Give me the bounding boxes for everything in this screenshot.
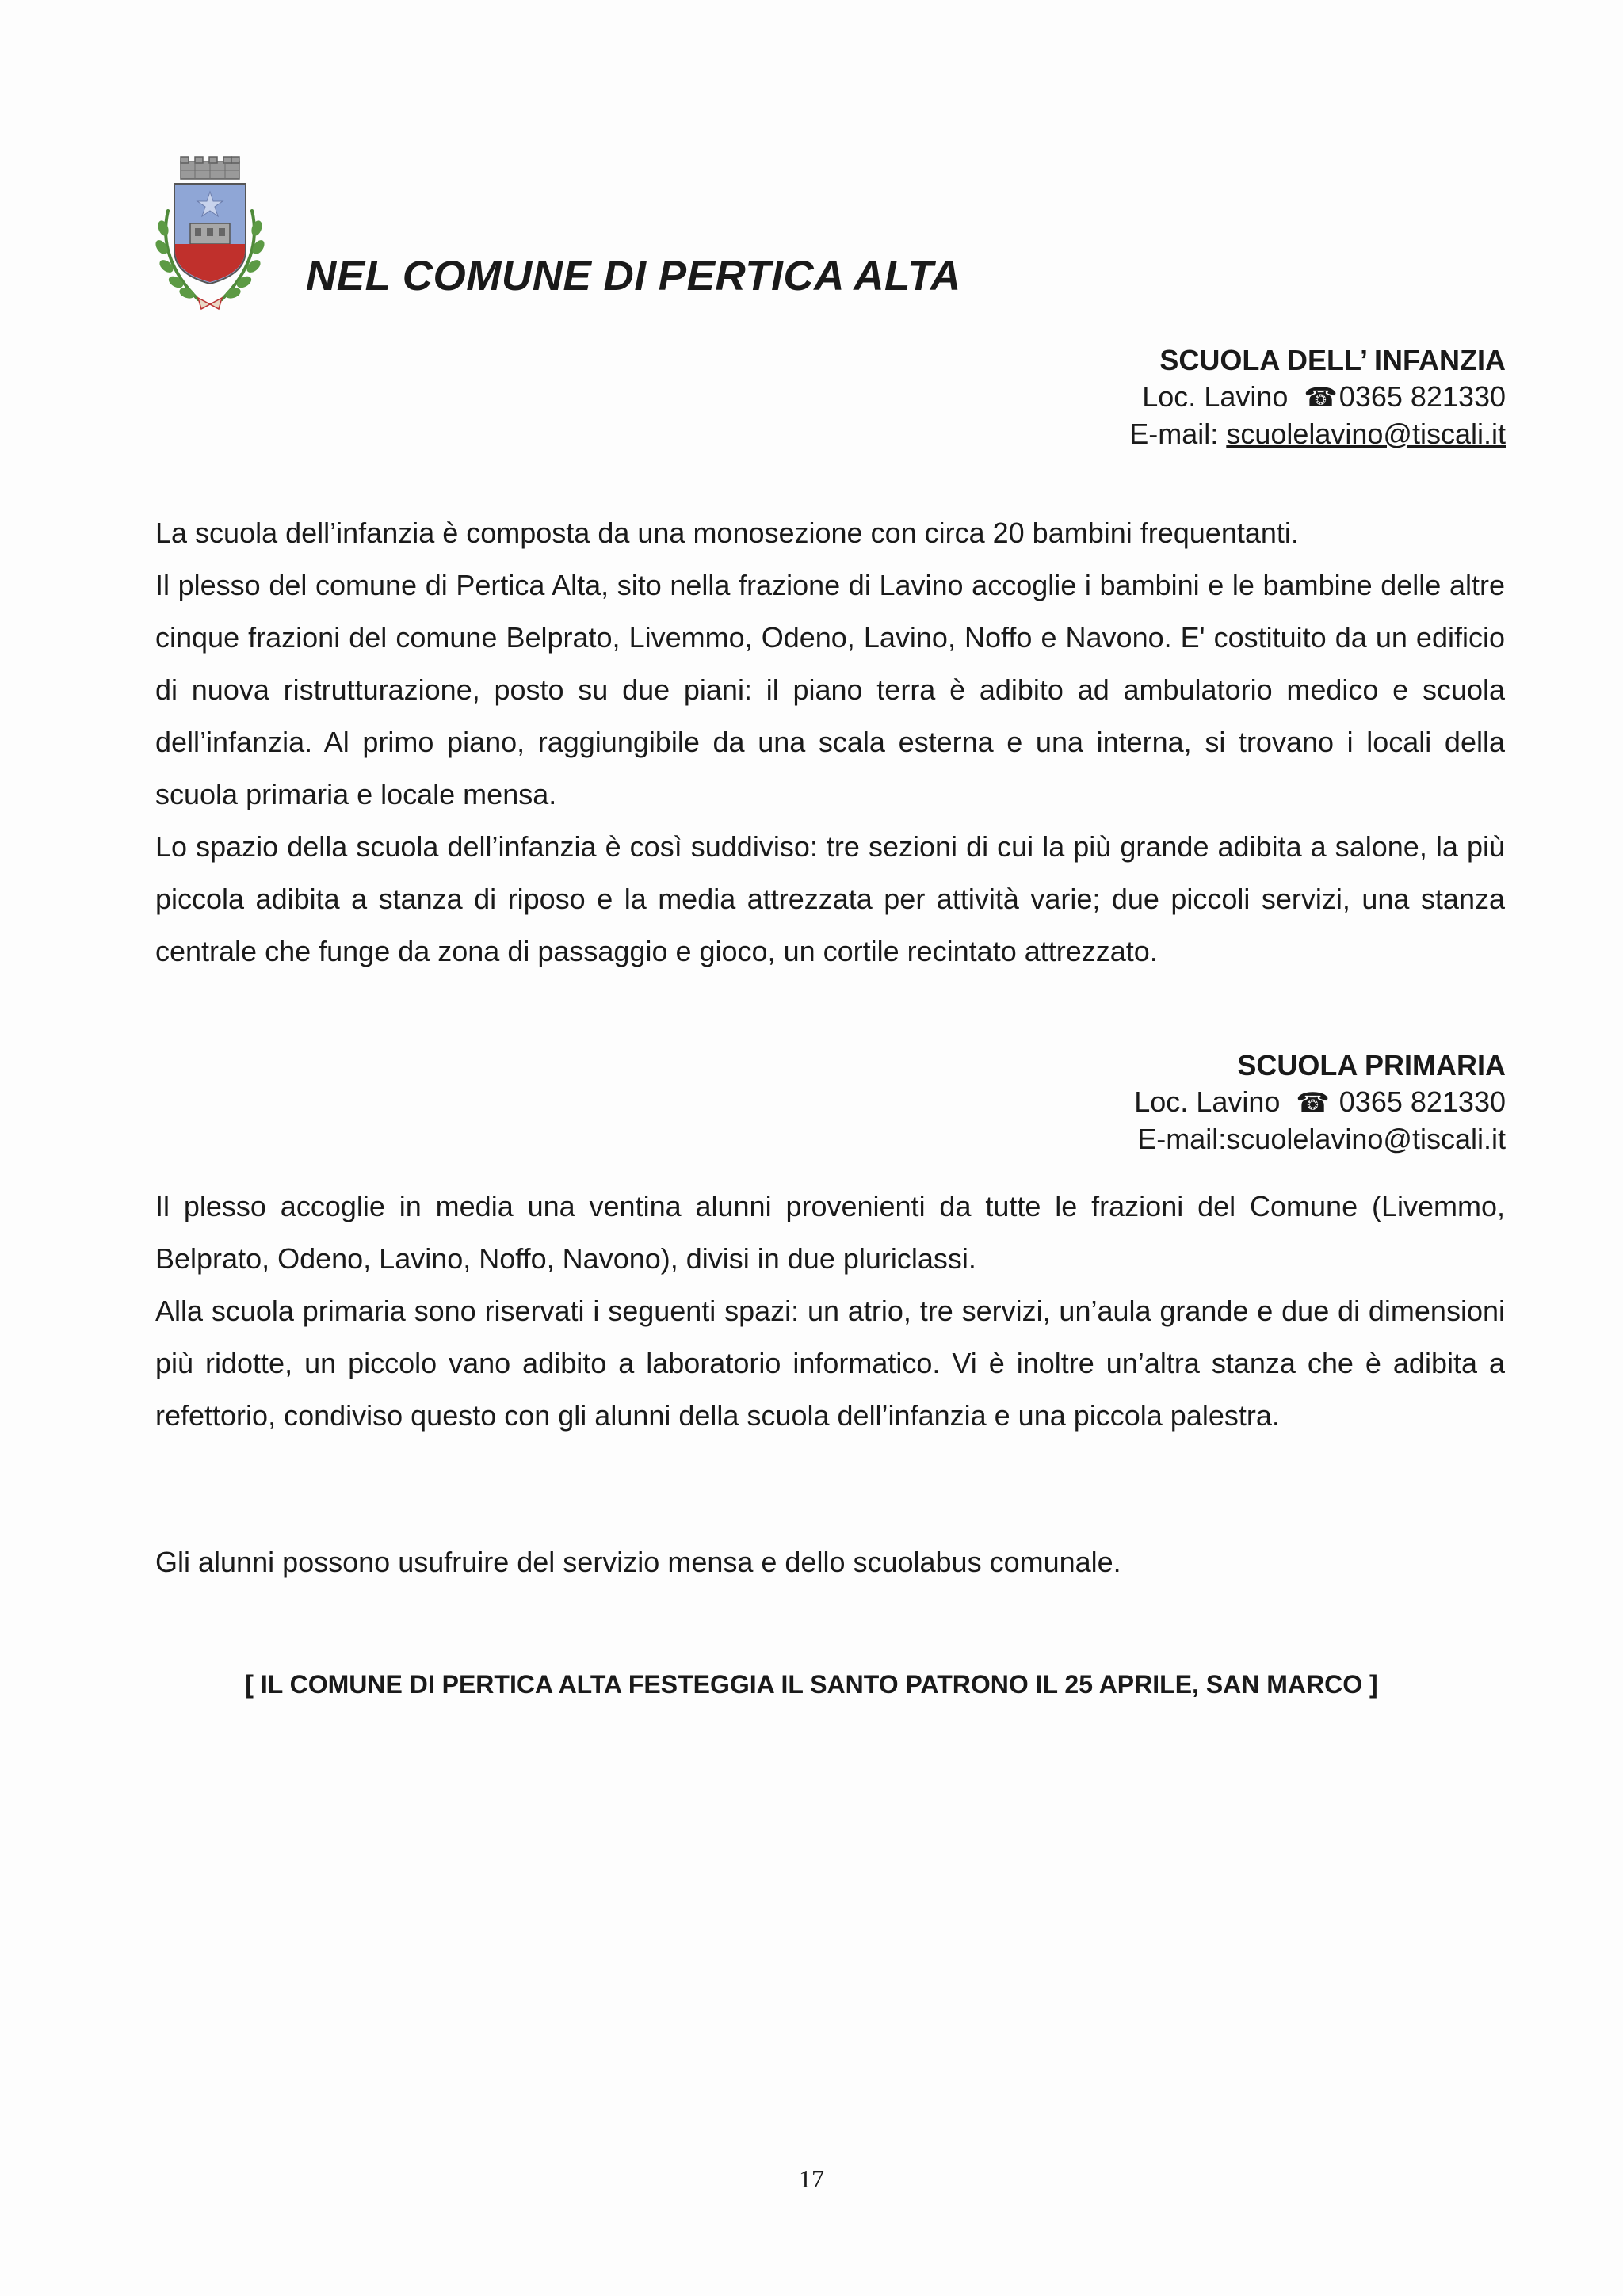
infanzia-location-line: [1129, 379, 1506, 416]
primaria-location: Loc. Lavino: [1134, 1085, 1281, 1118]
paragraph: La scuola dell’infanzia è composta da una monosezione con circa 20 bambini frequentanti.: [155, 517, 1299, 549]
primaria-school-name: SCUOLA PRIMARIA: [1237, 1049, 1506, 1081]
primaria-email-line: E-mail:scuolelavino@tiscali.it: [1137, 1123, 1506, 1155]
primaria-closing-text: Gli alunni possono usufruire del servizio mensa e dello scuolabus comunale.: [155, 1546, 1121, 1578]
primaria-description: [155, 1180, 1505, 1442]
paragraph: Lo spazio della scuola dell’infanzia è così suddiviso: tre sezioni di cui la più grande adibita a salone, la più piccola adibita a stanza di riposo e la media attrezzata per attività varie; due piccoli servizi, una stanza centrale che funge da zona di passaggio e gioco, un cortile recintato attrezzato.: [155, 830, 1505, 967]
infanzia-contact-block: [1129, 342, 1506, 452]
infanzia-email-label: E-mail:: [1129, 418, 1227, 450]
page-title: NEL COMUNE DI PERTICA ALTA: [306, 253, 961, 299]
paragraph: Alla scuola primaria sono riservati i seguenti spazi: un atrio, tre servizi, un’aula grande e due di dimensioni più ridotte, un piccolo vano adibito a laboratorio informatico. Vi è inoltre un’altra stanza che è adibita a refettorio, condiviso questo con gli alunni della scuola dell’infanzia e una piccola palestra.: [155, 1295, 1505, 1432]
primaria-phone: 0365 821330: [1331, 1085, 1506, 1118]
patron-saint-note: [ IL COMUNE DI PERTICA ALTA FESTEGGIA IL SANTO PATRONO IL 25 APRILE, SAN MARCO ]: [245, 1670, 1378, 1699]
primaria-contact-block: [1134, 1047, 1506, 1158]
telephone-icon: ☎: [1296, 1088, 1330, 1118]
infanzia-phone: 0365 821330: [1338, 380, 1506, 413]
infanzia-description: [155, 507, 1505, 978]
telephone-icon: ☎: [1304, 383, 1338, 413]
paragraph: Il plesso accoglie in media una ventina alunni provenienti da tutte le frazioni del Comune (Livemmo, Belprato, Odeno, Lavino, Noffo, Navono), divisi in due pluriclassi.: [155, 1190, 1505, 1275]
infanzia-email-line: [1129, 416, 1506, 452]
infanzia-school-name: SCUOLA DELL’ INFANZIA: [1159, 344, 1506, 376]
primaria-location-line: [1134, 1084, 1506, 1121]
infanzia-location: Loc. Lavino: [1142, 380, 1289, 413]
infanzia-email-link[interactable]: scuolelavino@tiscali.it: [1226, 418, 1506, 450]
page-number: 17: [799, 2164, 824, 2193]
coat-of-arms-icon: [151, 155, 269, 311]
paragraph: Il plesso del comune di Pertica Alta, sito nella frazione di Lavino accoglie i bambini e le bambine delle altre cinque frazioni del comune Belprato, Livemmo, Odeno, Lavino, Noffo e Navono. E' costituito da un edificio di nuova ristrutturazione, posto su due piani: il piano terra è adibito ad ambulatorio medico e scuola dell’infanzia. Al primo piano, raggiungibile da una scala esterna e una interna, si trovano i locali della scuola primaria e locale mensa.: [155, 569, 1505, 810]
